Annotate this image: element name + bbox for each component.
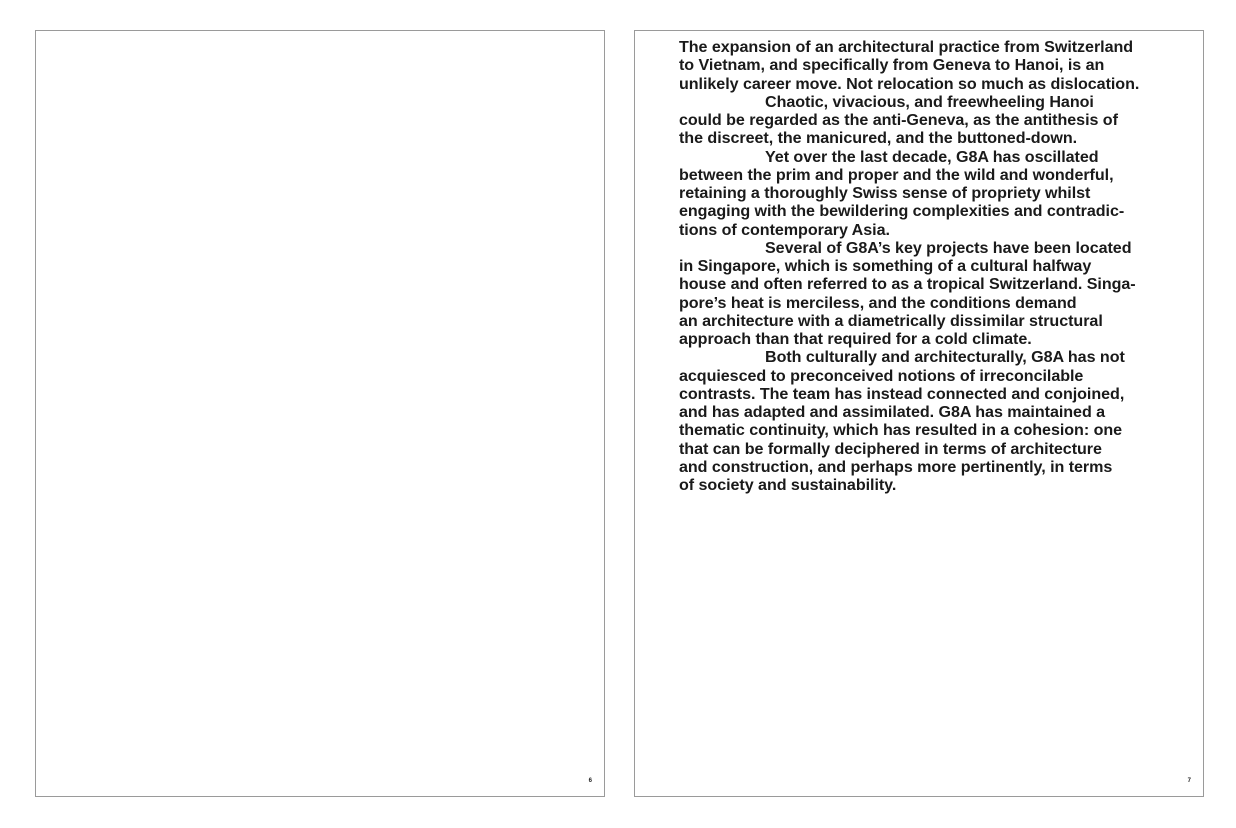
page-number: 6 [588, 778, 592, 784]
text-line: tions of contemporary Asia. [679, 220, 890, 239]
text-line: to Vietnam, and specifically from Geneva to Hanoi, is an [679, 56, 1105, 75]
text-line: retaining a thoroughly Swiss sense of propriety whilst [679, 184, 1091, 202]
text-line: approach than that required for a cold climate. [679, 330, 1032, 348]
text-line: Both culturally and architecturally, G8A has not [765, 348, 1125, 367]
text-line: thematic continuity, which has resulted in a cohesion: one [679, 421, 1123, 440]
text-line: The expansion of an architectural practice from Switzerland [679, 38, 1134, 56]
text-line: between the prim and proper and the wild and wonderful, [679, 165, 1114, 184]
text-line: Chaotic, vivacious, and freewheeling Hanoi [765, 92, 1094, 111]
text-line: of society and sustainability. [679, 476, 897, 494]
page-number: 7 [1187, 778, 1191, 784]
text-line: an architecture with a diametrically dissimilar structural [679, 311, 1103, 330]
text-line: contrasts. The team has instead connected and conjoined, [679, 384, 1125, 403]
body-text [679, 38, 1194, 494]
text-line: house and often referred to as a tropical Switzerland. Singa- [679, 275, 1136, 294]
text-line: and has adapted and assimilated. G8A has maintained a [679, 403, 1106, 421]
text-line: could be regarded as the anti-Geneva, as the antithesis of [679, 111, 1118, 129]
text-line: that can be formally deciphered in terms of architecture [679, 439, 1102, 458]
text-line: Yet over the last decade, G8A has oscillated [765, 147, 1099, 166]
text-line: unlikely career move. Not relocation so much as dislocation. [679, 74, 1140, 93]
text-line: engaging with the bewildering complexities and contradic- [679, 202, 1125, 221]
text-line: the discreet, the manicured, and the buttoned-down. [679, 129, 1078, 148]
left-page [35, 30, 605, 797]
text-line: pore’s heat is merciless, and the conditions demand [679, 293, 1077, 312]
text-line: Several of G8A’s key projects have been located [765, 238, 1132, 257]
text-line: in Singapore, which is something of a cultural halfway [679, 257, 1092, 275]
right-page [634, 30, 1204, 797]
text-line: and construction, and perhaps more pertinently, in terms [679, 457, 1113, 476]
text-line: acquiesced to preconceived notions of irreconcilable [679, 366, 1084, 385]
